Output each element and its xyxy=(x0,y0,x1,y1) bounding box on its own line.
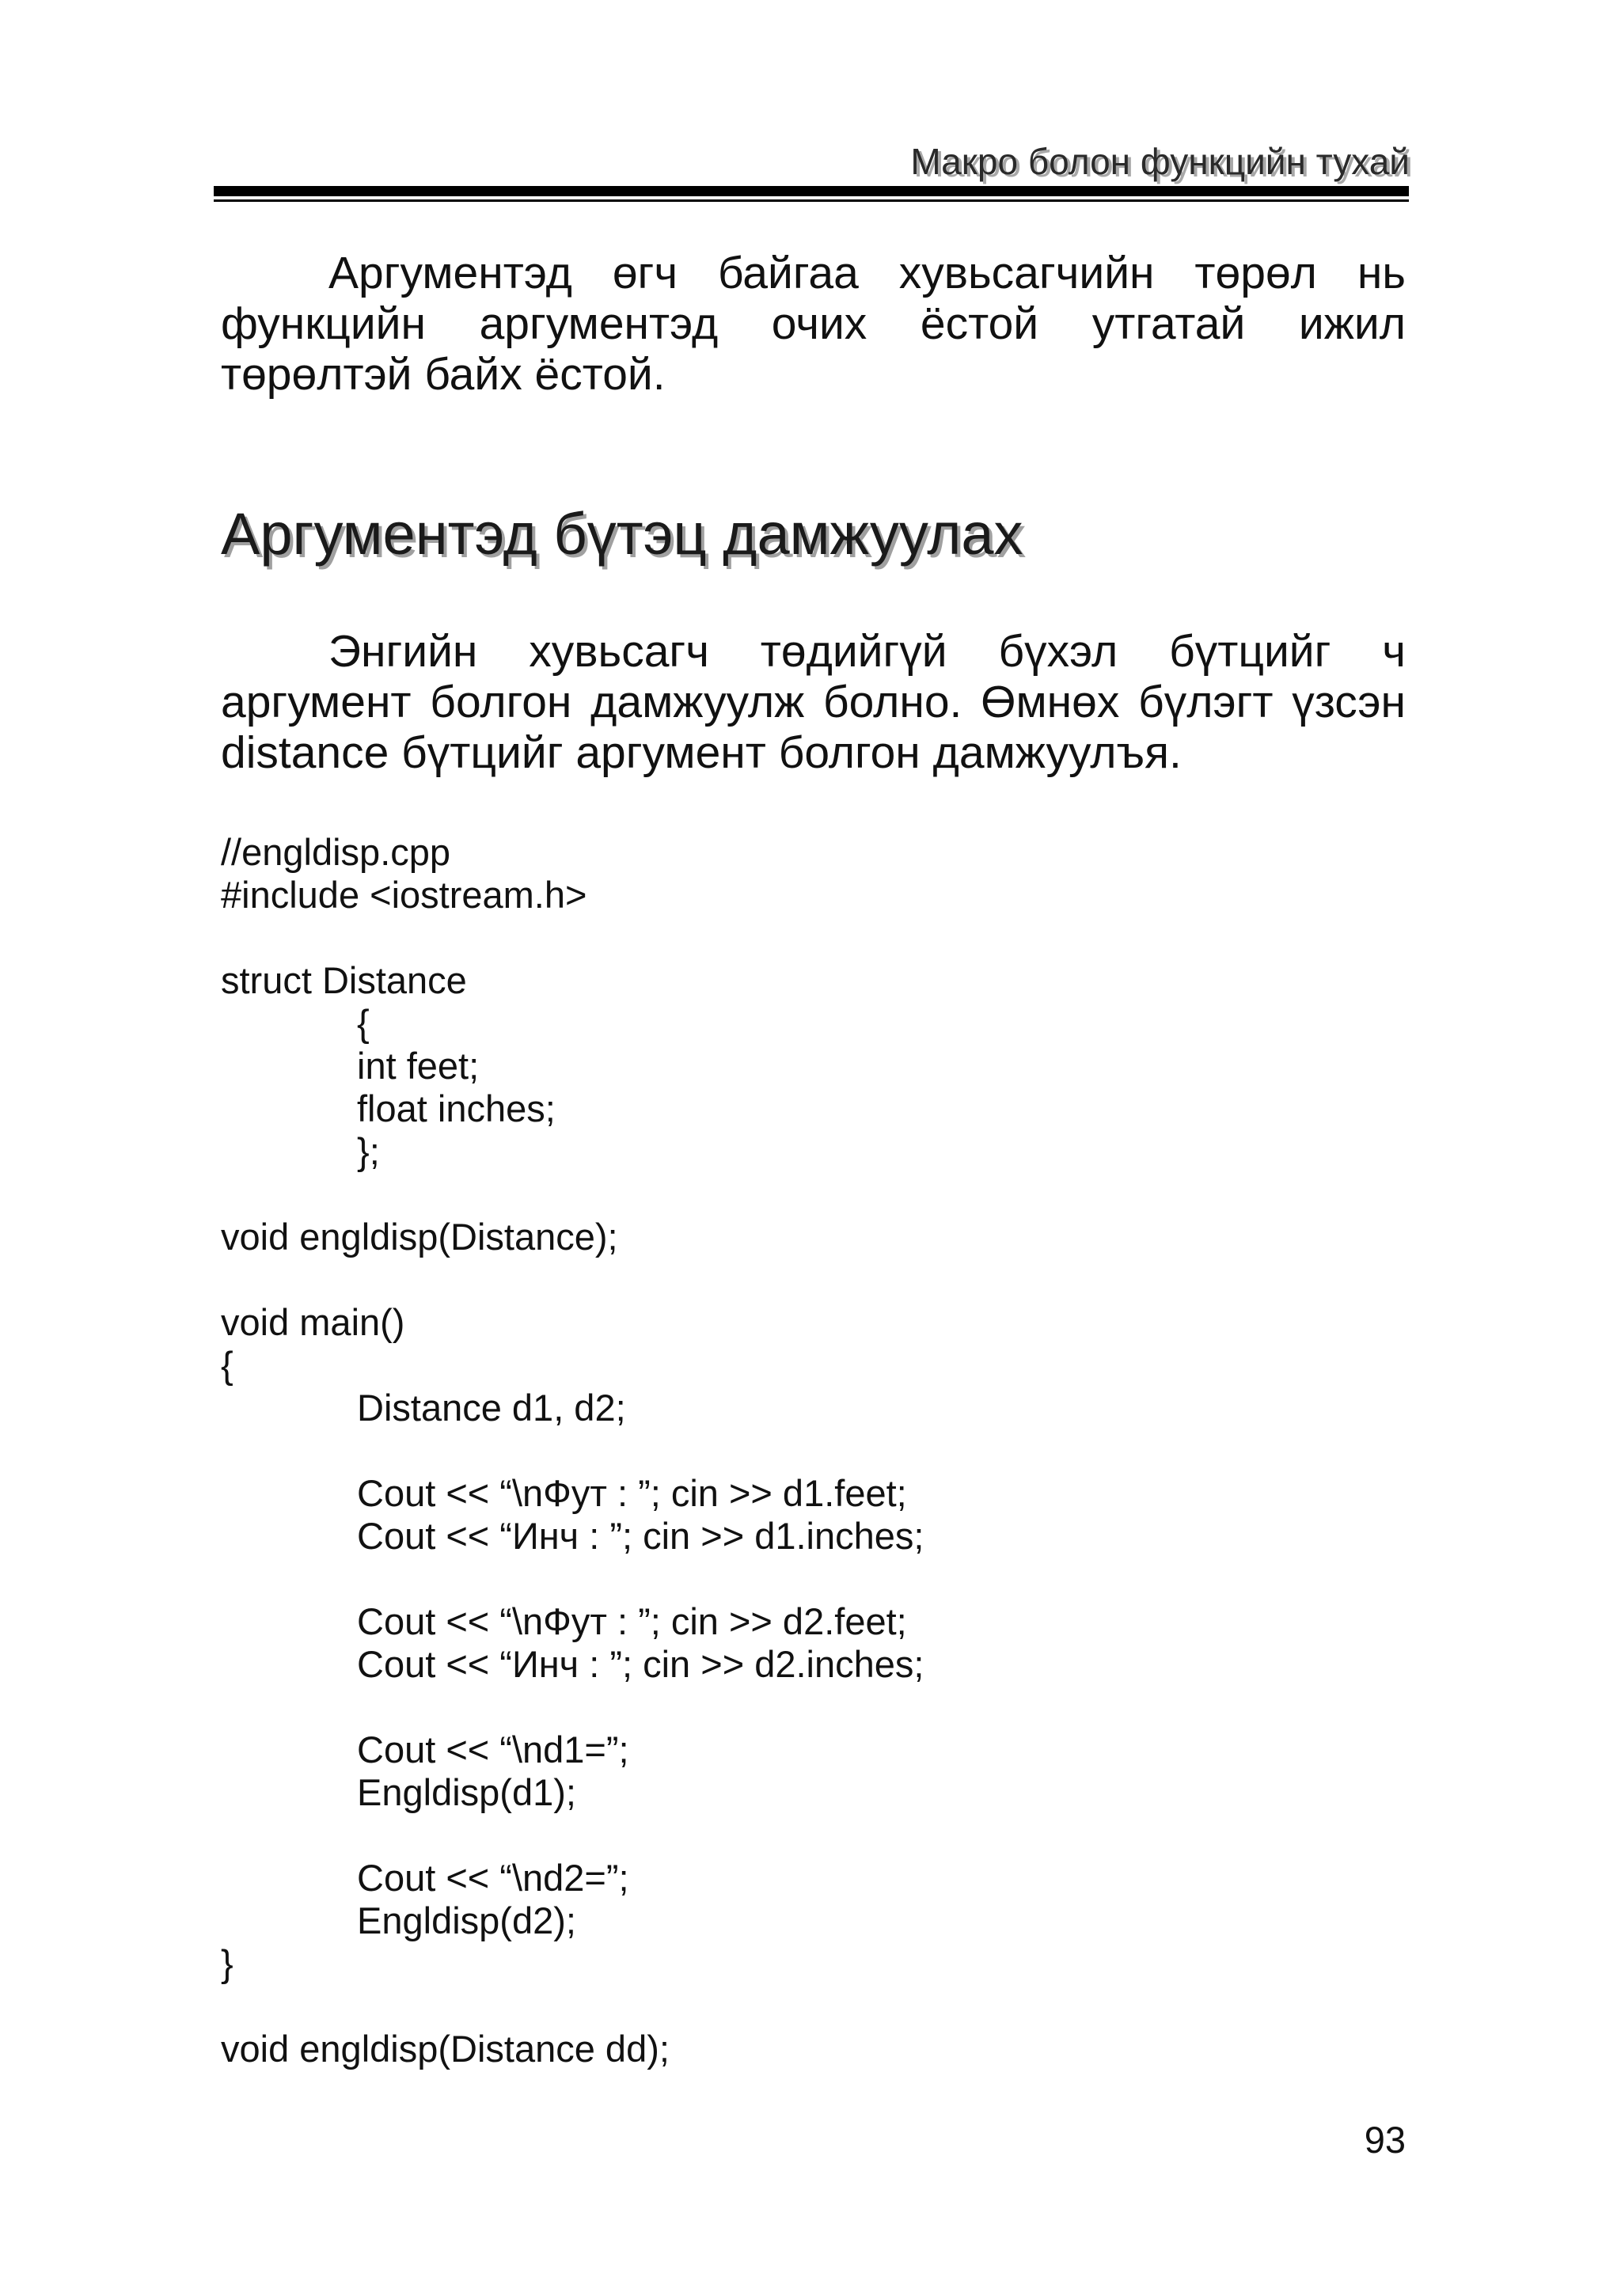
page-number: 93 xyxy=(1364,2119,1406,2161)
code-line: Cout << “\nФут : ”; cin >> d2.feet; xyxy=(357,1600,907,1642)
paragraph-line: аргумент болгон дамжуулж болно. Өмнөх бүлэгт үзсэн xyxy=(221,677,1406,727)
code-line: #include <iostream.h> xyxy=(221,874,587,916)
code-line: float inches; xyxy=(357,1087,556,1129)
section-title: Аргументэд бүтэц дамжуулах xyxy=(221,501,1023,567)
header-rule-thick xyxy=(214,186,1409,196)
code-line: void engldisp(Distance); xyxy=(221,1216,618,1258)
code-line: Cout << “Инч : ”; cin >> d2.inches; xyxy=(357,1643,924,1685)
code-line xyxy=(221,1258,1408,1301)
code-line: { xyxy=(221,1344,233,1386)
running-header: Макро болон функцийн тухай xyxy=(910,141,1410,182)
code-line: Engldisp(d1); xyxy=(357,1771,576,1813)
code-line: void engldisp(Distance dd); xyxy=(221,2028,670,2070)
code-line xyxy=(221,1985,1408,2028)
paragraph-line: Аргументэд өгч байгаа хувьсагчийн төрөл нь xyxy=(328,248,1406,298)
code-line: Engldisp(d2); xyxy=(357,1899,576,1941)
code-line xyxy=(221,1558,1408,1600)
code-line: { xyxy=(357,1002,370,1044)
code-line xyxy=(221,1814,1408,1857)
code-line xyxy=(221,1686,1408,1729)
code-line: } xyxy=(221,1942,233,1984)
code-line: int feet; xyxy=(357,1045,480,1087)
section-paragraph xyxy=(221,626,1406,778)
code-line xyxy=(221,1173,1408,1216)
code-line: struct Distance xyxy=(221,959,467,1001)
paragraph-line: төрөлтэй байх ёстой. xyxy=(221,349,666,400)
code-line xyxy=(221,1429,1408,1472)
code-line: Distance d1, d2; xyxy=(357,1387,626,1429)
paragraph-line: distance бүтцийг аргумент болгон дамжуулъя. xyxy=(221,727,1182,778)
code-line: Cout << “\nФут : ”; cin >> d1.feet; xyxy=(357,1472,907,1514)
code-line: Cout << “Инч : ”; cin >> d1.inches; xyxy=(357,1515,924,1557)
code-line: Cout << “\nd1=”; xyxy=(357,1729,629,1770)
code-line: void main() xyxy=(221,1301,405,1343)
header-rule-thin xyxy=(214,199,1409,202)
paragraph-line: Энгийн хувьсагч төдийгүй бүхэл бүтцийг ч xyxy=(328,626,1406,677)
intro-paragraph xyxy=(221,248,1406,400)
code-line: //engldisp.cpp xyxy=(221,831,451,873)
code-line: Cout << “\nd2=”; xyxy=(357,1857,629,1899)
code-listing xyxy=(221,831,1408,2070)
code-line: }; xyxy=(357,1130,380,1172)
code-line xyxy=(221,917,1408,959)
paragraph-line: функцийн аргументэд очих ёстой утгатай ижил xyxy=(221,298,1406,349)
